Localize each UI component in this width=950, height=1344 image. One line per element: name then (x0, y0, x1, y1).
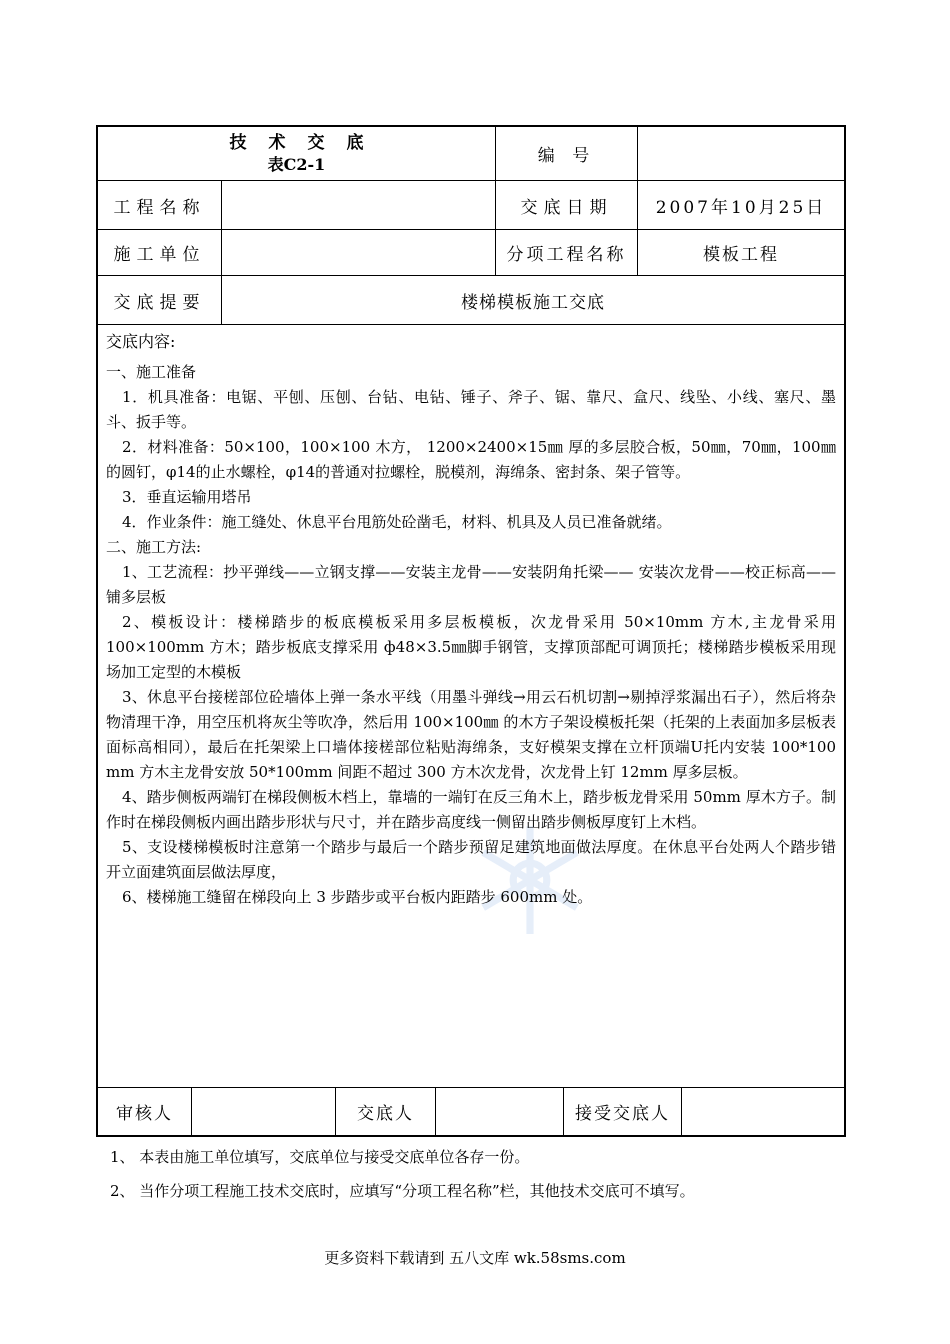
subproject-label: 分项工程名称 (496, 230, 638, 275)
form-title (98, 127, 496, 180)
disclosure-content (98, 325, 844, 1088)
summary-label: 交底提要 (98, 276, 222, 324)
method-item-2: 2、模板设计：楼梯踏步的板底模板采用多层板模板，次龙骨采用 50×10mm 方木,主龙骨采用100×100mm 方木；踏步板底支撑采用 ф48×3.5㎜脚手钢管，支撑顶部配可调顶托；楼梯踏步模板采用现场加工定型的木模板 (106, 613, 836, 681)
reviewer-value[interactable] (192, 1088, 336, 1135)
method-item-5: 5、支设楼梯模板时注意第一个踏步与最后一个踏步预留足建筑地面做法厚度。在休息平台处两人个踏步错开立面建筑面层做法厚度， (106, 838, 836, 881)
section-prep-heading: 一、施工准备 (106, 363, 197, 381)
disclosure-form (96, 125, 846, 1137)
unit-row (98, 230, 844, 276)
prep-item-3: 3．垂直运输用塔吊 (122, 488, 252, 506)
title-sub: 表C2-1 (267, 154, 326, 174)
prep-item-1: 1．机具准备：电锯、平刨、压刨、台钻、电钻、锤子、斧子、锯、靠尺、盒尺、线坠、小线、塞尺、墨斗、扳手等。 (106, 388, 836, 431)
content-label: 交底内容: (106, 332, 176, 351)
reviewer-label: 审核人 (98, 1088, 192, 1135)
date-value[interactable]: 2007年10月25日 (655, 197, 827, 218)
method-item-6: 6、楼梯施工缝留在梯段向上 3 步踏步或平台板内距踏步 600mm 处。 (122, 888, 593, 906)
section-method-heading: 二、施工方法: (106, 538, 202, 556)
number-label: 编 号 (496, 127, 638, 180)
note-1: 1、 本表由施工单位填写，交底单位与接受交底单位各存一份。 (110, 1148, 530, 1166)
receiver-value[interactable] (682, 1088, 844, 1135)
receiver-label: 接受交底人 (564, 1088, 682, 1135)
project-name-value[interactable] (222, 181, 496, 229)
discloser-value[interactable] (436, 1088, 564, 1135)
signature-row (98, 1088, 844, 1135)
method-item-1: 1、工艺流程：抄平弹线——立钢支撑——安装主龙骨——安装阴角托梁—— 安装次龙骨——校正标高——铺多层板 (106, 563, 836, 606)
title-main: 技术交底 (229, 132, 386, 153)
project-row (98, 181, 844, 230)
number-value[interactable] (638, 127, 844, 180)
subproject-value[interactable]: 模板工程 (703, 245, 779, 265)
unit-label: 施工单位 (98, 230, 222, 275)
prep-item-2: 2．材料准备：50×100，100×100 木方， 1200×2400×15㎜ 厚的多层胶合板，50㎜，70㎜，100㎜的圆钉，φ14的止水螺栓，φ14的普通对拉螺栓，脱模剂，海绵条、密封条、架子管等。 (106, 438, 836, 481)
note-2: 2、 当作分项工程施工技术交底时，应填写“分项工程名称”栏，其他技术交底可不填写。 (110, 1182, 695, 1200)
summary-row (98, 276, 844, 325)
prep-item-4: 4．作业条件：施工缝处、休息平台甩筋处砼凿毛，材料、机具及人员已准备就绪。 (122, 513, 672, 531)
method-item-4: 4、踏步侧板两端钉在梯段侧板木档上，靠墙的一端钉在反三角木上，踏步板龙骨采用 50mm 厚木方子。制作时在梯段侧板内画出踏步形状与尺寸，并在踏步高度线一侧留出踏步侧板厚度钉上木档。 (106, 788, 836, 831)
project-name-label: 工程名称 (98, 181, 222, 229)
date-label: 交底日期 (496, 181, 638, 229)
form-notes (110, 1140, 695, 1208)
discloser-label: 交底人 (336, 1088, 436, 1135)
summary-value[interactable]: 楼梯模板施工交底 (461, 292, 605, 313)
title-row (98, 127, 844, 181)
method-item-3: 3、休息平台接槎部位砼墙体上弹一条水平线（用墨斗弹线→用云石机切割→剔掉浮浆漏出石子），然后将杂物清理干净，用空压机将灰尘等吹净，然后用 100×100㎜ 的木方子架设模板托架（托架的上表面加多层板表面标高相同），最后在托架梁上口墙体接槎部位粘贴海绵条，支好模架支撑在立杆顶端U托内安装 100*100 mm 方木主龙骨安放 50*100mm 间距不超过 300 方木次龙骨，次龙骨上钉 12mm 厚多层板。 (106, 688, 836, 781)
unit-value[interactable] (222, 230, 496, 275)
footer-link[interactable]: 更多资料下载请到 五八文库 wk.58sms.com (324, 1249, 626, 1267)
